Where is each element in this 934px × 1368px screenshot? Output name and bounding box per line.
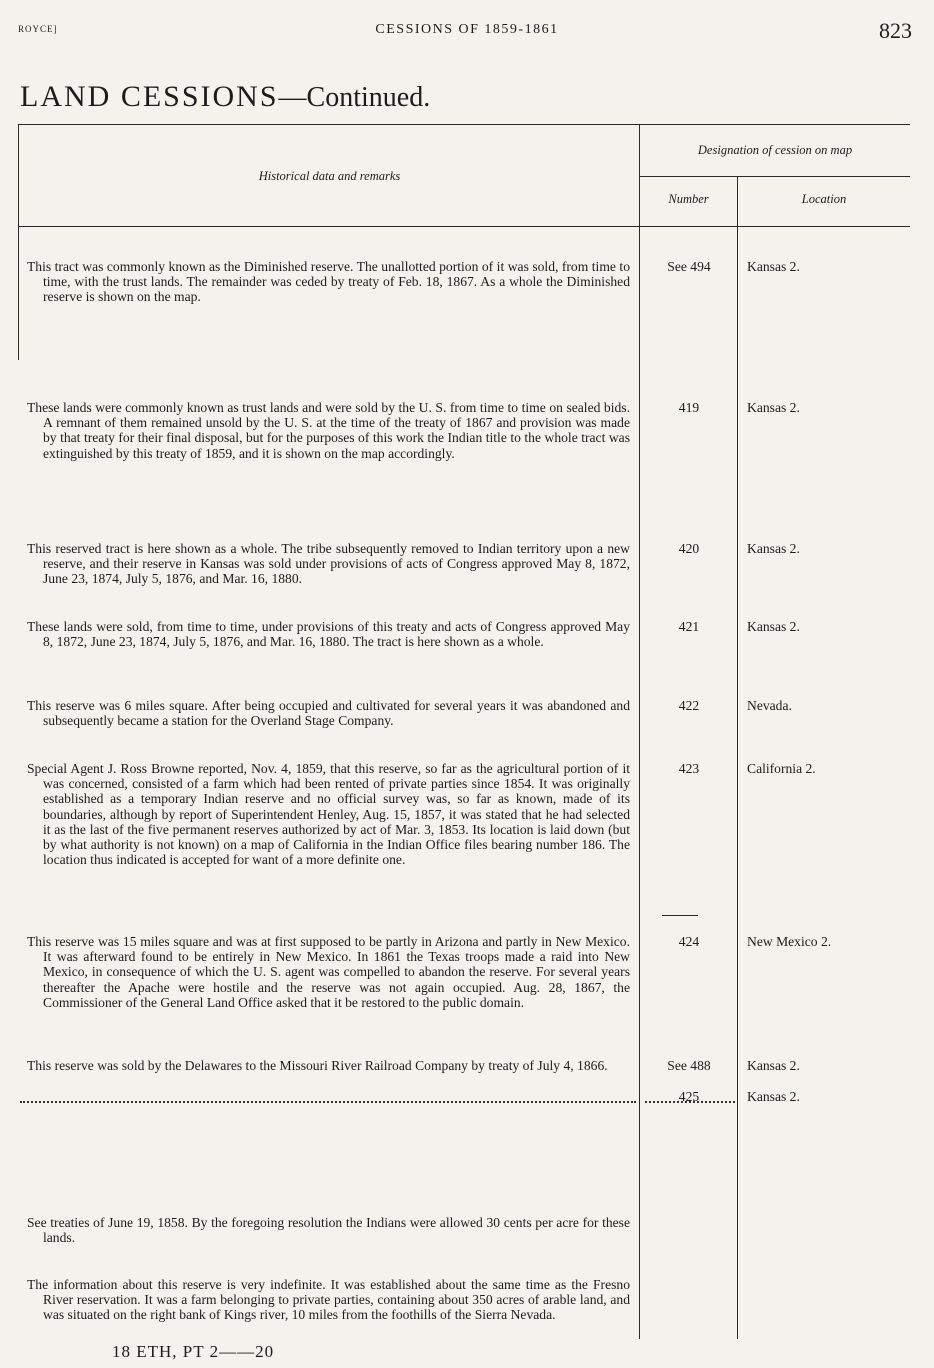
cession-location: New Mexico 2. [747,934,832,949]
cession-number-secondary: 425 [678,1089,700,1104]
remarks-cell: This reserved tract is here shown as a whole. The tribe subsequently removed to Indian territory upon a new reserve, and their reserve in Kansas was sold under provisions of acts of Congress approved May 8, 1872, June 23, 1874, July 5, 1876, and Mar. 16, 1880. [27,541,630,587]
header-remarks: Historical data and remarks [258,169,401,183]
table-top-rule [18,124,910,125]
cession-number: 419 [678,400,700,415]
header-number: Number [668,192,709,206]
page-number: 823 [879,18,912,43]
cession-number: See 494 [667,259,711,274]
remarks-cell: This reserve was 6 miles square. After being occupied and cultivated for several years it was abandoned and subsequently became a station for the Overland Stage Company. [27,698,630,729]
number-cell-short-rule [662,915,698,916]
remarks-cell: The information about this reserve is very indefinite. It was established about the same time as the Fresno River reservation. It was a farm belonging to private parties, containing about 350 acres of arable land, and was situated on the right bank of Kings river, 10 miles from the foothills of the Sierra Nevada. [27,1277,630,1323]
remarks-cell: These lands were sold, from time to time, under provisions of this treaty and acts of Congress approved May 8, 1872, June 23, 1874, July 5, 1876, and Mar. 16, 1880. The tract is here shown as a whole. [27,619,630,650]
cession-location: Nevada. [747,698,792,713]
title-main: LAND CESSIONS [20,80,279,113]
column-divider-number [737,176,738,1339]
header-designation: Designation of cession on map [697,143,853,157]
designation-subhead-rule [639,176,910,177]
cession-location: California 2. [747,761,816,776]
cession-location: Kansas 2. [747,1058,800,1073]
cession-location: Kansas 2. [747,400,800,415]
cession-number: 420 [678,541,700,556]
table-header-rule [18,226,910,227]
cession-location: Kansas 2. [747,259,800,274]
cession-location-secondary: Kansas 2. [747,1089,800,1104]
remarks-cell: This reserve was 15 miles square and was at first supposed to be partly in Arizona and partly in New Mexico. It was afterward found to be entirely in New Mexico. In 1861 the Texas troops made a raid into New Mexico, in consequence of which the U. S. agent was compelled to abandon the reserve. For several years thereafter the Apache were hostile and the reserve was not again occupied. Aug. 28, 1867, the Commissioner of the General Land Office asked that it be restored to the public domain. [27,934,630,1010]
page-title [20,80,430,114]
cession-location: Kansas 2. [747,619,800,634]
cession-number: 421 [678,619,700,634]
signature-mark: 18 ETH, PT 2——20 [112,1342,275,1361]
table-left-rule [18,124,19,360]
cession-location: Kansas 2. [747,541,800,556]
title-continued: —Continued. [278,82,431,113]
cession-number: 423 [678,761,700,776]
cession-number: See 488 [667,1058,711,1073]
remarks-cell: This reserve was sold by the Delawares to the Missouri River Railroad Company by treaty of July 4, 1866. [27,1058,608,1073]
header-location: Location [801,192,847,206]
running-head-left: ROYCE] [18,24,58,34]
dotted-separator [20,1101,636,1103]
remarks-cell: See treaties of June 19, 1858. By the foregoing resolution the Indians were allowed 30 cents per acre for these lands. [27,1215,630,1246]
cession-number: 424 [678,934,700,949]
running-title: CESSIONS OF 1859-1861 [375,22,559,37]
remarks-cell: These lands were commonly known as trust lands and were sold by the U. S. from time to time on sealed bids. A remnant of them remained unsold by the U. S. at the time of the treaty of 1867 and provision was made by that treaty for their final disposal, but for the purposes of this work the Indian title to the whole tract was extinguished by this treaty of 1859, and it is shown on the map accordingly. [27,400,630,461]
remarks-cell: Special Agent J. Ross Browne reported, Nov. 4, 1859, that this reserve, so far as the agricultural portion of it was concerned, consisted of a farm which had been rented of private parties since 1854. It was originally established as a temporary Indian reserve and no official survey was, so far as known, made of its boundaries, although by report of Superintendent Henley, Aug. 15, 1857, it was stated that he had selected it as the last of the five permanent reserves authorized by act of Mar. 3, 1853. Its location is laid down (but by what authority is not known) on a map of California in the Indian Office files bearing number 186. The location thus indicated is accepted for want of a more definite one. [27,761,630,868]
remarks-cell: This tract was commonly known as the Diminished reserve. The unallotted portion of it was sold, from time to time, with the trust lands. The remainder was ceded by treaty of Feb. 18, 1867. As a whole the Diminished reserve is shown on the map. [27,259,630,305]
column-divider-remarks [639,124,640,1339]
cession-number: 422 [678,698,700,713]
